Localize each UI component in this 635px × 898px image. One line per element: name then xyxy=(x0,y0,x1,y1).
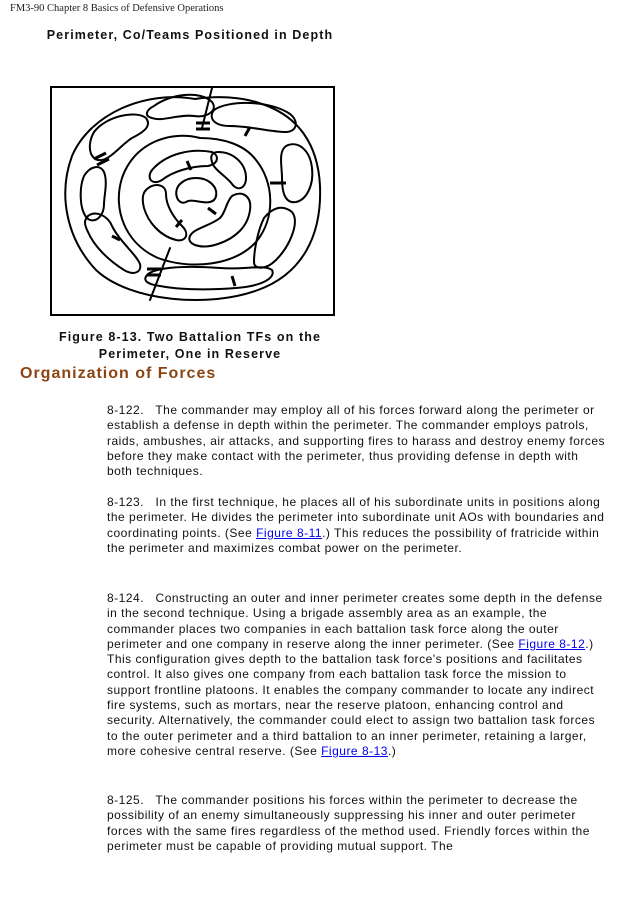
paragraph-8-125 xyxy=(107,793,607,854)
paragraph-text: Constructing an outer and inner perimeter creates some depth in the defense in the second technique. Using a brigade assembly area as an example, the commander places two companies in each battalion task force along the outer perimeter and one company in reserve along the inner perimeter. (See xyxy=(107,591,603,651)
paragraph-number: 8-124. xyxy=(107,591,145,605)
paragraph-number: 8-123. xyxy=(107,495,145,509)
perimeter-diagram-svg xyxy=(50,86,335,316)
figure-caption-line-1: Figure 8-13. Two Battalion TFs on the xyxy=(58,330,321,344)
paragraph-number: 8-122. xyxy=(107,403,145,417)
paragraph-text: .) This configuration gives depth to the battalion task force's positions and facilitates control. It also gives one company from each battalion task force the mission to support frontline platoons. It enables the company commander to locate any indirect fire systems, such as mortars, near the reserve platoon, enhancing control and security. Alternatively, the commander could elect to assign two battalion task forces to the outer perimeter and a third battalion to an inner perimeter, retaining a larger, more cohesive central reserve. (See xyxy=(107,636,596,758)
paragraph-number: 8-125. xyxy=(107,793,145,807)
figure-top-caption: Perimeter, Co/Teams Positioned in Depth xyxy=(46,28,334,42)
figure-8-11-link[interactable]: Figure 8-11 xyxy=(256,525,323,540)
paragraph-8-122 xyxy=(107,403,607,479)
figure-caption xyxy=(35,329,345,363)
perimeter-diagram xyxy=(50,86,335,316)
figure-8-13-link[interactable]: Figure 8-13 xyxy=(321,743,388,758)
paragraph-8-123 xyxy=(107,495,607,556)
paragraph-text: In the first technique, he places all of his subordinate units in positions along the perimeter. He divides the perimeter into subordinate unit AOs with boundaries and coordinating points. (See xyxy=(107,495,605,540)
running-header: FM3-90 Chapter 8 Basics of Defensive Operations xyxy=(10,3,224,14)
section-heading: Organization of Forces xyxy=(20,365,217,382)
paragraph-text: The commander positions his forces within the perimeter to decrease the possibility of an enemy simultaneously suppressing his inner and outer perimeter forces with the same fires regardless of the method used. Friendly forces within the perimeter must be capable of providing mutual support. The xyxy=(107,793,590,853)
paragraph-text: .) xyxy=(387,743,397,758)
paragraph-text: The commander may employ all of his forces forward along the perimeter or establish a defense in depth within the perimeter. The commander employs patrols, raids, ambushes, air attacks, and supporting fires to harass and destroy enemy forces before they make contact with the perimeter, thus providing defense in depth with both techniques. xyxy=(107,403,606,479)
figure-caption-line-2: Perimeter, One in Reserve xyxy=(98,347,282,361)
paragraph-text: .) This reduces the possibility of fratricide within the perimeter and maximizes combat power on the perimeter. xyxy=(107,525,600,555)
paragraph-8-124 xyxy=(107,591,607,759)
figure-8-12-link[interactable]: Figure 8-12 xyxy=(518,636,586,651)
